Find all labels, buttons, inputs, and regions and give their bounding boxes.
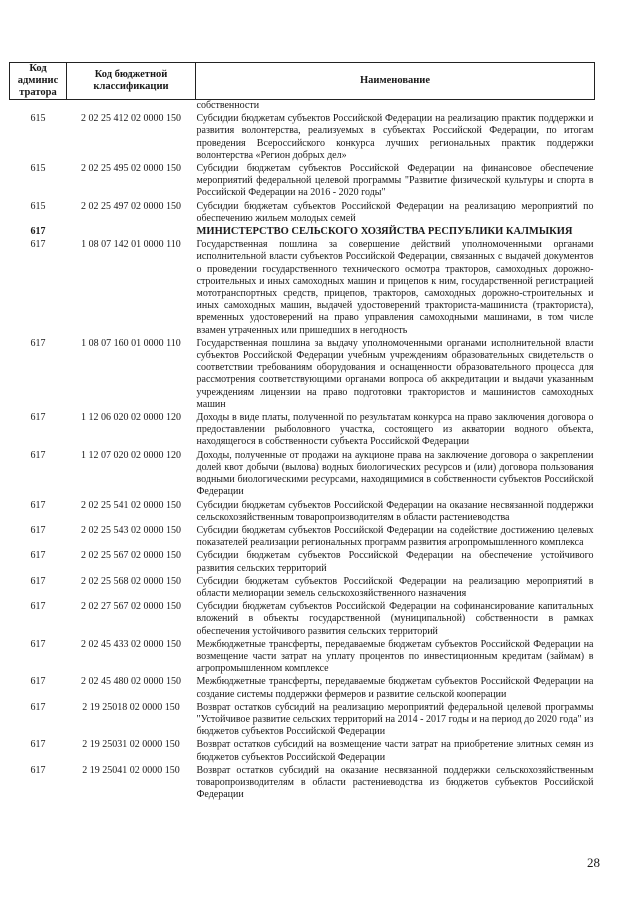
column-header-name: Наименование <box>196 63 595 100</box>
cell-name: Субсидии бюджетам субъектов Российской Федерации на реализацию мероприятий в области мелиорации земель сельскохозяйственного назначения <box>196 575 594 599</box>
cell-admin-code: 617 <box>30 524 46 536</box>
table-body <box>10 100 595 803</box>
page-number: 28 <box>587 855 600 870</box>
cell-name: Межбюджетные трансферты, передаваемые бюджетам субъектов Российской Федерации на возмещение части затрат на уплату процентов по инвестиционным кредитам (займам) в агропромышленном комплексе <box>196 638 594 675</box>
cell-name: Субсидии бюджетам субъектов Российской Федерации на оказание несвязанной поддержки сельскохозяйственным товаропроизводителям в области растениеводства <box>196 499 594 523</box>
cell-admin-code: 617 <box>30 499 46 511</box>
table-row <box>10 500 595 525</box>
table-row <box>10 113 595 163</box>
cell-budget-code: 2 19 25018 02 0000 150 <box>82 701 180 713</box>
cell-budget-code: 1 08 07 142 01 0000 110 <box>81 239 181 251</box>
budget-classification-table <box>9 62 595 802</box>
table-row <box>10 201 595 226</box>
cell-budget-code: 1 12 06 020 02 0000 120 <box>81 412 181 424</box>
column-header-admin-code: Код админис тратора <box>10 63 67 100</box>
table-row <box>10 676 595 701</box>
table-row <box>10 550 595 575</box>
table-row <box>10 412 595 450</box>
cell-name: Субсидии бюджетам субъектов Российской Федерации на обеспечение устойчивого развития сельских территорий <box>196 550 594 574</box>
cell-name: Субсидии бюджетам субъектов Российской Федерации на реализацию практик поддержки и развития волонтерства, реализуемых в субъектах Российской Федерации, по итогам проведения Всероссийского конкурса лучших региональных практик поддержки волонтерства «Регион добрых дел» <box>196 113 594 161</box>
cell-name: Субсидии бюджетам субъектов Российской Федерации на реализацию мероприятий по обеспечению жильем молодых семей <box>196 200 594 224</box>
cell-budget-code: 2 02 45 480 02 0000 150 <box>81 676 181 688</box>
cell-admin-code: 617 <box>30 739 46 751</box>
table-row <box>10 239 595 338</box>
cell-admin-code: 617 <box>30 239 46 251</box>
table-row <box>10 639 595 677</box>
cell-name: Возврат остатков субсидий на оказание несвязанной поддержки сельскохозяйственным товаропроизводителям в области растениеводства из бюджетов субъектов Российской Федерации <box>196 764 594 801</box>
cell-budget-code: 2 02 27 567 02 0000 150 <box>81 601 181 613</box>
cell-admin-code: 615 <box>30 113 46 125</box>
cell-admin-code <box>10 100 67 114</box>
cell-name: Субсидии бюджетам субъектов Российской Федерации на содействие достижению целевых показателей реализации региональных программ развития агропромышленного комплекса <box>196 524 594 549</box>
cell-name: Доходы, полученные от продажи на аукционе права на заключение договора о закреплении долей квот добычи (вылова) водных биологических ресурсов и (или) договора пользования водными биологическими ресурсами, находящимися в собственности субъектов Российской Федерации <box>196 449 594 498</box>
cell-admin-code: 617 <box>30 764 46 776</box>
cell-name: МИНИСТЕРСТВО СЕЛЬСКОГО ХОЗЯЙСТВА РЕСПУБЛИКИ КАЛМЫКИЯ <box>196 226 573 238</box>
table-row <box>10 450 595 500</box>
table-row <box>10 739 595 764</box>
cell-admin-code: 617 <box>30 701 46 713</box>
cell-budget-code <box>67 100 196 114</box>
cell-budget-code: 2 02 25 412 02 0000 150 <box>81 113 181 125</box>
cell-admin-code: 617 <box>30 412 46 424</box>
cell-budget-code <box>67 226 196 239</box>
cell-name: Межбюджетные трансферты, передаваемые бюджетам субъектов Российской Федерации на создание системы поддержки фермеров и развитие сельской кооперации <box>196 676 594 700</box>
table-row <box>10 702 595 740</box>
column-header-budget-code: Код бюджетной классификации <box>67 63 196 100</box>
cell-admin-code: 617 <box>30 601 46 613</box>
cell-admin-code: 615 <box>30 163 46 175</box>
cell-admin-code: 617 <box>30 550 46 562</box>
cell-name: Государственная пошлина за совершение действий уполномоченными органами исполнительной власти субъектов Российской Федерации, связанных с выдачей документов о проведении государственного технического осмотра тракторов, самоходных дорожно-строительных и иных самоходных машин и прицепов к ним, государственной регистрацией мототранспортных средств, прицепов, тракторов, самоходных дорожно-строительных и иных самоходных машин, выдачей удостоверений тракториста-машиниста (тракториста), временных удостоверений на право управления самоходными машинами, в том числе взамен утраченных или пришедших в негодность <box>196 239 594 336</box>
table-row <box>10 576 595 601</box>
cell-budget-code: 2 02 25 568 02 0000 150 <box>81 575 181 587</box>
cell-admin-code: 617 <box>30 638 46 650</box>
cell-name: Возврат остатков субсидий на реализацию мероприятий федеральной целевой программы "Устойчивое развитие сельских территорий на 2014 - 2017 годы и на период до 2020 года" из бюджетов субъектов Российской Федерации <box>196 701 594 738</box>
cell-name: Возврат остатков субсидий на возмещение части затрат на приобретение элитных семян из бюджетов субъектов Российской Федерации <box>196 739 594 763</box>
cell-name: Государственная пошлина за выдачу уполномоченными органами исполнительной власти субъектов Российской Федерации учебным учреждениям образовательных свидетельств о соответствии требованиям оборудования и оснащенности образовательного процесса для рассмотрения соответствующими органами вопроса об аккредитации и выдачи указанным учреждениям лицензии на право подготовки трактористов и машинистов самоходных машин <box>196 337 594 410</box>
table-row <box>10 765 595 803</box>
cell-budget-code: 1 12 07 020 02 0000 120 <box>81 449 181 461</box>
cell-name: Субсидии бюджетам субъектов Российской Федерации на финансовое обеспечение мероприятий федеральной целевой программы "Развитие физической культуры и спорта в Российской Федерации на 2016 - 2020 годы" <box>196 163 594 199</box>
cell-name: Субсидии бюджетам субъектов Российской Федерации на софинансирование капитальных вложений в объекты государственной (муниципальной) собственности в рамках обеспечения устойчивого развития сельских территорий <box>196 601 594 637</box>
cell-admin-code: 617 <box>30 226 46 238</box>
cell-admin-code: 617 <box>30 575 46 587</box>
table-row <box>10 163 595 201</box>
cell-budget-code: 2 19 25041 02 0000 150 <box>82 764 180 776</box>
table-row-ministry-heading <box>10 226 595 239</box>
table-row <box>10 601 595 639</box>
cell-budget-code: 2 02 25 495 02 0000 150 <box>81 163 181 175</box>
cell-name: Доходы в виде платы, полученной по результатам конкурса на право заключения договора о предоставлении рыболовного участка, состоящего из акватории водного объекта, находящегося в собственности субъекта Российской Федерации <box>196 412 594 448</box>
table-row <box>10 100 595 114</box>
cell-admin-code: 617 <box>30 676 46 688</box>
cell-name: собственности <box>196 100 260 111</box>
table-row <box>10 525 595 550</box>
cell-admin-code: 615 <box>30 200 46 212</box>
cell-budget-code: 2 02 45 433 02 0000 150 <box>81 638 181 650</box>
cell-budget-code: 2 19 25031 02 0000 150 <box>82 739 180 751</box>
cell-budget-code: 2 02 25 541 02 0000 150 <box>81 499 181 511</box>
cell-budget-code: 1 08 07 160 01 0000 110 <box>81 337 181 349</box>
cell-budget-code: 2 02 25 543 02 0000 150 <box>81 524 181 536</box>
cell-admin-code: 617 <box>30 449 46 461</box>
cell-budget-code: 2 02 25 567 02 0000 150 <box>81 550 181 562</box>
cell-admin-code: 617 <box>30 337 46 349</box>
table-header <box>10 63 595 100</box>
table-row <box>10 338 595 412</box>
cell-budget-code: 2 02 25 497 02 0000 150 <box>81 200 181 212</box>
